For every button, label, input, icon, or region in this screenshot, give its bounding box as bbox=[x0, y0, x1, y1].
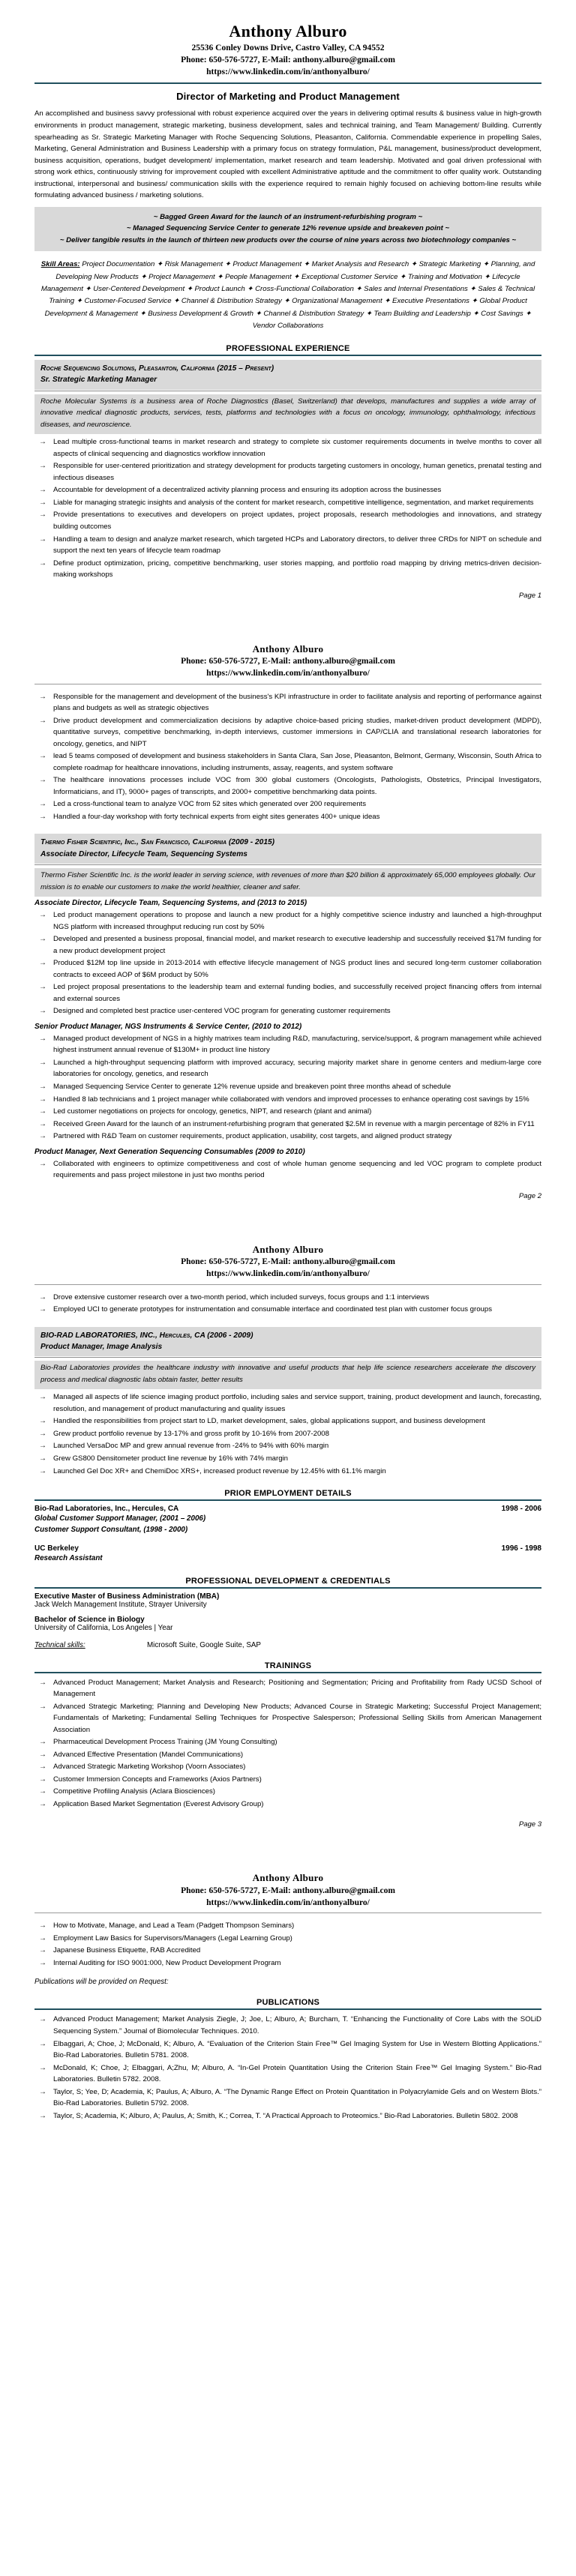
bullet-text: lead 5 teams composed of development and business stakeholders in Santa Clara, San Jose, Pleasanton, Belmont, Germany, Wisconsin, South Africa to complete roadmap for healthcare innovations, including instruments, assay, reagents, and system software bbox=[53, 752, 542, 772]
arrow-icon: → bbox=[39, 1454, 46, 1463]
prior-company: UC Berkeley bbox=[34, 1544, 79, 1553]
arrow-icon: → bbox=[39, 983, 46, 992]
candidate-linkedin[interactable]: https://www.linkedin.com/in/anthonyalburo/ bbox=[206, 1269, 370, 1279]
degree-title: Bachelor of Science in Biology bbox=[34, 1615, 145, 1624]
bullet-item bbox=[34, 1957, 542, 1969]
bullet-item bbox=[34, 1428, 542, 1440]
arrow-icon: → bbox=[39, 1429, 46, 1438]
subrole-title-thermo-2: Senior Product Manager, NGS Instruments & Service Center, (2010 to 2012) bbox=[34, 1022, 302, 1031]
arrow-icon: → bbox=[39, 1107, 46, 1116]
bullet-text: Liable for managing strategic insights and analysis of the content for market research, competitive intelligence, segmentation, and market requirements bbox=[53, 498, 534, 507]
bullet-text: Advanced Strategic Marketing Workshop (Voorn Associates) bbox=[53, 1763, 246, 1772]
page-title: Director of Marketing and Product Management bbox=[176, 91, 400, 103]
bullet-item bbox=[34, 798, 542, 810]
bullet-text: Advanced Strategic Marketing; Planning and Developing New Products; Advanced Course in Strategic Marketing; Successful Project Management; Fundamentals of Marketing; Fundamental Selling Techniques for Prospective Salesperson; Professional Selling Skills from American Management Association bbox=[53, 1702, 542, 1734]
arrow-icon: → bbox=[39, 1119, 46, 1128]
arrow-icon: → bbox=[39, 1132, 46, 1141]
candidate-contact: Phone: 650-576-5727, E-Mail: anthony.alburo@gmail.com bbox=[181, 55, 395, 64]
arrow-icon: → bbox=[39, 716, 46, 725]
prior-employment-entry bbox=[34, 1544, 542, 1564]
document-header-2 bbox=[34, 643, 542, 680]
bullet-item bbox=[34, 2014, 542, 2037]
bullet-item bbox=[34, 715, 542, 750]
bullet-text: Designed and completed best practice user-centered VOC program for generating customer requirements bbox=[53, 1007, 391, 1016]
bullet-text: Received Green Award for the launch of an instrument-refurbishing program that generated $2.5M in revenue with a margin percentage of 82% in FY11 bbox=[53, 1119, 535, 1128]
arrow-icon: → bbox=[39, 1034, 46, 1043]
bullet-item bbox=[34, 774, 542, 798]
publication-text: Taylor, S; Academia, K; Alburo, A; Paulus, A; Smith, K.; Correa, T. “A Practical Approach to Proteomics.” Bio-Rad Laboratories. Bulletin 5802. 2008 bbox=[53, 2111, 518, 2120]
trainings-list-page3 bbox=[34, 1677, 542, 1811]
job-bullets-roche-page1 bbox=[34, 436, 542, 580]
section-divider-credentials bbox=[34, 1587, 542, 1589]
arrow-icon: → bbox=[39, 2039, 46, 2048]
bullet-text: Drive product development and commercialization decisions by adaptive choice-based pricing studies, market-driven product development (MDPD), quantitative surveys, competitive benchmarking, in-depth interviews, customer immersions in CAP/CLIA and translational research laboratories for oncology, genetics, and NIPT bbox=[53, 716, 542, 748]
bullet-item bbox=[34, 460, 542, 484]
page-number-3: Page 3 bbox=[518, 1820, 542, 1829]
bullet-text: Accountable for development of a decentralized activity planning process and ensuring its adoption across the businesses bbox=[53, 486, 442, 495]
prior-company: Bio-Rad Laboratories, Inc., Hercules, CA bbox=[34, 1505, 179, 1514]
bullet-item bbox=[34, 1033, 542, 1056]
arrow-icon: → bbox=[39, 1775, 46, 1784]
arrow-icon: → bbox=[39, 1738, 46, 1747]
section-divider-publications bbox=[34, 2008, 542, 2010]
bullet-item bbox=[34, 2110, 542, 2122]
bullet-item bbox=[34, 1677, 542, 1700]
job-bullets-roche-page2 bbox=[34, 691, 542, 823]
candidate-linkedin[interactable]: https://www.linkedin.com/in/anthonyalburo/ bbox=[206, 67, 370, 77]
bullet-text: Developed and presented a business proposal, financial model, and market research to executive leadership and successfully received $17M funding for a new product development project bbox=[53, 935, 542, 955]
arrow-icon: → bbox=[39, 1678, 46, 1687]
job-company-roche: Roche Sequencing Solutions, Pleasanton, California (2015 – Present) bbox=[40, 364, 274, 373]
section-title-credentials: PROFESSIONAL DEVELOPMENT & CREDENTIALS bbox=[185, 1576, 391, 1586]
bullet-item bbox=[34, 981, 542, 1005]
subrole-title-thermo-1: Associate Director, Lifecycle Team, Sequencing Systems, and (2013 to 2015) bbox=[34, 899, 308, 908]
bullet-text: Responsible for user-centered prioritization and strategy development for products targeting customers in oncology, human genetics, prenatal testing and infectious diseases bbox=[53, 462, 542, 482]
bullet-item bbox=[34, 1920, 542, 1932]
technical-skills-value: Microsoft Suite, Google Suite, SAP bbox=[147, 1640, 261, 1649]
degree-school: University of California, Los Angeles | Year bbox=[34, 1623, 173, 1632]
page-number-2: Page 2 bbox=[518, 1191, 542, 1200]
bullet-item bbox=[34, 534, 542, 557]
arrow-icon: → bbox=[39, 462, 46, 471]
professional-summary: An accomplished and business savvy professional with robust experience acquired over the years in delivering optimal results & business value in high-growth environments in product management, strategic marketing, business development, sales and technical training, and Team Management/ Building. Currently spearheading as Sr. Strategic Marketing Manager with Roche Sequencing Solutions, Pleasanton, California. Commendable experience in propelling Sales, Marketing, General Administration and Business Leadership with a primary focus on strategy formulation, P&L management, business/product development, business acquisition, operations, budget development/ implementation, market research and team leadership. Motivated and goal driven professional with strong work ethics, continuously striving for improvement coupled with excellent Administrative aptitude and the commitment to offer quality work. Outstanding instructional, interpersonal and business/ communication skills with the experience required to remain highly focused on achieving bottom-line results while formulating advanced business / marketing solutions. bbox=[34, 109, 542, 200]
section-title-publications: PUBLICATIONS bbox=[256, 1998, 320, 2008]
bullet-item bbox=[34, 1292, 542, 1304]
degree-school: Jack Welch Management Institute, Strayer University bbox=[34, 1600, 207, 1609]
job-role-thermo: Associate Director, Lifecycle Team, Sequencing Systems bbox=[40, 849, 248, 858]
job-header-thermo bbox=[34, 834, 542, 864]
arrow-icon: → bbox=[39, 1159, 46, 1168]
bullet-text: Produced $12M top line upside in 2013-2014 with effective lifecycle management of NGS product lines and secured long-term customer collaboration contracts to exceed AOP of $6M product by 50% bbox=[53, 959, 542, 979]
bullet-text: Drove extensive customer research over a two-month period, which included surveys, focus groups and 1:1 interviews bbox=[53, 1292, 430, 1301]
bullet-text: Lead multiple cross-functional teams in market research and strategy to complete six customer requirements documents in twelve months to cover all aspects of clinical sequencing and diagnostics workflow innovation bbox=[53, 438, 542, 458]
publication-text: Advanced Product Management; Market Analysis Ziegle, J; Joe, L; Alburo, A; Burcham, T. “Enhancing the Functionality of Core Labs with the SOLiD Sequencing System.” Journal of Biomolecular Techniques. 2010. bbox=[53, 2015, 542, 2035]
arrow-icon: → bbox=[39, 535, 46, 544]
bullet-item bbox=[34, 1761, 542, 1773]
bullet-item bbox=[34, 933, 542, 957]
arrow-icon: → bbox=[39, 1292, 46, 1301]
arrow-icon: → bbox=[39, 1958, 46, 1967]
bullet-item bbox=[34, 1933, 542, 1945]
arrow-icon: → bbox=[39, 1787, 46, 1796]
job-header-biorad bbox=[34, 1327, 542, 1357]
candidate-name: Anthony Alburo bbox=[252, 1872, 324, 1884]
bullet-text: Responsible for the management and development of the business's KPI infrastructure in order to facilitate analysis and reporting of performance against plans and budgets as well as strategic objectives bbox=[53, 692, 542, 713]
bullet-item bbox=[34, 1736, 542, 1748]
candidate-name: Anthony Alburo bbox=[229, 22, 347, 40]
skill-areas-list: Project Documentation ✦ Risk Management ✦ Product Management ✦ Market Analysis and Research ✦ Strategic Marketing ✦ Planning, and Developing New Products ✦ Project Management ✦ People Management ✦ Exceptional Customer Service ✦ Training and Motivation ✦ Lifecycle Management ✦ User-Centered Development ✦ Product Launch ✦ Cross-Functional Collaboration ✦ Sales and Internal Presentations ✦ Sales & Technical Training ✦ Customer-Focused Service ✦ Channel & Distribution Strategy ✦ Organizational Management ✦ Executive Presentations ✦ Global Product Development & Management ✦ Business Development & Growth ✦ Channel & Distribution Strategy ✦ Team Building and Leadership ✦ Cost Savings ✦ Vendor Collaborations bbox=[40, 260, 536, 330]
highlight-item-2: ~ Managed Sequencing Service Center to generate 12% revenue upside and breakeven point ~ bbox=[126, 224, 450, 233]
job-company-biorad: BIO-RAD LABORATORIES, INC., Hercules, CA (2006 - 2009) bbox=[40, 1331, 254, 1340]
bullet-text: Led project proposal presentations to the leadership team and external funding bodies, and successfully received project financing offers from internal and external sources bbox=[53, 983, 542, 1003]
prior-role: Global Customer Support Manager, (2001 – 2006) bbox=[34, 1514, 206, 1523]
arrow-icon: → bbox=[39, 498, 46, 507]
resume-page-4 bbox=[0, 1872, 576, 2145]
bullet-item bbox=[34, 497, 542, 509]
arrow-icon: → bbox=[39, 438, 46, 447]
arrow-icon: → bbox=[39, 2063, 46, 2072]
bullet-item bbox=[34, 1158, 542, 1182]
resume-page-1 bbox=[0, 0, 576, 600]
bullet-text: Handled 8 lab technicians and 1 project manager while collaborated with vendors and improved processes to enhance operating cost savings by 15% bbox=[53, 1095, 530, 1104]
highlight-item-1: ~ Bagged Green Award for the launch of an instrument-refurbishing program ~ bbox=[153, 212, 423, 221]
bullet-text: Competitive Profiling Analysis (Aclara Biosciences) bbox=[53, 1787, 215, 1796]
bullet-text: How to Motivate, Manage, and Lead a Team (Padgett Thompson Seminars) bbox=[53, 1922, 295, 1931]
job-description-roche: Roche Molecular Systems is a business area of Roche Diagnostics (Basel, Switzerland) that develops, manufactures and supplies a wide array of innovative medical diagnostic products, services, tests, platforms and technologies with a focus on oncology, immunology, ophthalmology, infectious diseases, and neuroscience. bbox=[34, 394, 542, 435]
bullet-text: Launched a high-throughput sequencing platform with improved accuracy, securing majority market share in genome centers and medium-large core laboratories for oncology, genetics, and research bbox=[53, 1058, 542, 1079]
header-divider bbox=[34, 82, 542, 84]
bullet-item bbox=[34, 1945, 542, 1957]
candidate-contact: Phone: 650-576-5727, E-Mail: anthony.alburo@gmail.com bbox=[181, 1886, 395, 1895]
arrow-icon: → bbox=[39, 1007, 46, 1016]
job-role-biorad: Product Manager, Image Analysis bbox=[40, 1342, 163, 1351]
career-highlights bbox=[34, 207, 542, 252]
bullet-text: Japanese Business Etiquette, RAB Accredited bbox=[53, 1946, 201, 1955]
section-title-prior: PRIOR EMPLOYMENT DETAILS bbox=[224, 1489, 352, 1499]
arrow-icon: → bbox=[39, 1095, 46, 1104]
bullet-text: Partnered with R&D Team on customer requirements, product application, usability, cost targets, and aligned product strategy bbox=[53, 1132, 452, 1141]
highlight-item-3: ~ Deliver tangible results in the launch of thirteen new products over the course of nine years across two biotechnology companies ~ bbox=[59, 235, 517, 244]
bullet-text: Application Based Market Segmentation (Everest Advisory Group) bbox=[53, 1799, 264, 1808]
bullet-text: Handled the responsibilities from project start to LD, market development, sales, global applications support, and business development bbox=[53, 1417, 485, 1426]
bullet-item bbox=[34, 2038, 542, 2062]
bullet-text: The healthcare innovations processes include VOC from 300 global customers (Oncologists, Pathologists, Obstetrics, Principal Investigators, Informaticians, and IT), 9000+ pages of transcripts, and 2000+ competitive benchmarking data points. bbox=[53, 776, 542, 796]
arrow-icon: → bbox=[39, 752, 46, 761]
technical-skills-label: Technical skills: bbox=[34, 1640, 86, 1649]
bullet-item bbox=[34, 1440, 542, 1452]
publications-note: Publications will be provided on Request: bbox=[34, 1978, 169, 1987]
bullet-text: Employment Law Basics for Supervisors/Managers (Legal Learning Group) bbox=[53, 1933, 292, 1942]
arrow-icon: → bbox=[39, 1933, 46, 1942]
arrow-icon: → bbox=[39, 800, 46, 809]
bullet-text: Handling a team to design and analyze market research, which targeted HCPs and Laboratory directors, to deliver three CRDs for NIPT on schedule and support the next ten years of lifecycle team roadmap bbox=[53, 535, 542, 556]
bullet-item bbox=[34, 1774, 542, 1786]
trainings-list-page4 bbox=[34, 1920, 542, 1969]
bullet-text: Advanced Effective Presentation (Mandel Communications) bbox=[53, 1750, 244, 1759]
arrow-icon: → bbox=[39, 559, 46, 568]
job-bullets-thermo-3-page2 bbox=[34, 1158, 542, 1182]
bullet-item bbox=[34, 1453, 542, 1465]
candidate-name: Anthony Alburo bbox=[252, 1243, 324, 1255]
arrow-icon: → bbox=[39, 1393, 46, 1402]
section-title-trainings: TRAININGS bbox=[264, 1661, 312, 1670]
arrow-icon: → bbox=[39, 692, 46, 701]
header-divider-3 bbox=[34, 1284, 542, 1285]
arrow-icon: → bbox=[39, 935, 46, 944]
arrow-icon: → bbox=[39, 1082, 46, 1091]
bullet-text: Employed UCI to generate prototypes for instrumentation and consumable interface and coordinated test plan with customer focus groups bbox=[53, 1305, 493, 1314]
skill-areas bbox=[34, 259, 542, 332]
technical-skills-row bbox=[34, 1641, 542, 1649]
publication-text: McDonald, K; Choe, J; Elbaggari, A;Zhu, M; Alburo, A. “In-Gel Protein Quantitation Using the Criterion Stain Free™ Gel Imaging System.” Bio-Rad Laboratories. Bulletin 5782. 2008. bbox=[53, 2063, 542, 2084]
bullet-item bbox=[34, 811, 542, 823]
page-gap-2 bbox=[0, 1200, 576, 1244]
arrow-icon: → bbox=[39, 1305, 46, 1314]
bullet-text: Managed Sequencing Service Center to generate 12% revenue upside and breakeven point three months ahead of schedule bbox=[53, 1082, 452, 1091]
bullet-item bbox=[34, 1786, 542, 1798]
arrow-icon: → bbox=[39, 2087, 46, 2096]
prior-employment-entry bbox=[34, 1505, 542, 1535]
prior-role: Research Assistant bbox=[34, 1554, 103, 1563]
job-bullets-thermo-1 bbox=[34, 909, 542, 1017]
bullet-item bbox=[34, 1005, 542, 1017]
resume-page-2 bbox=[0, 643, 576, 1200]
bullet-item bbox=[34, 1304, 542, 1316]
subrole-title-thermo-3: Product Manager, Next Generation Sequencing Consumables (2009 to 2010) bbox=[34, 1147, 305, 1156]
arrow-icon: → bbox=[39, 911, 46, 920]
arrow-icon: → bbox=[39, 812, 46, 821]
section-divider-trainings bbox=[34, 1672, 542, 1673]
bullet-text: Launched VersaDoc MP and grew annual revenue from -24% to 94% with 60% margin bbox=[53, 1442, 329, 1451]
prior-years: 1998 - 2006 bbox=[501, 1505, 542, 1514]
bullet-item bbox=[34, 484, 542, 496]
candidate-address: 25536 Conley Downs Drive, Castro Valley, CA 94552 bbox=[191, 43, 385, 52]
bullet-text: Collaborated with engineers to optimize competitiveness and cost of whole human genome sequencing and led VOC program to complete product requirements and pass project milestone in just two months period bbox=[53, 1159, 542, 1180]
arrow-icon: → bbox=[39, 1750, 46, 1759]
bullet-item bbox=[34, 2086, 542, 2110]
degree-title: Executive Master of Business Administration (MBA) bbox=[34, 1592, 220, 1601]
bullet-text: Managed product development of NGS in a highly matrixes team including R&D, manufacturing, service/support, & program management while achieved highest instrument annual revenue of $130M+ in product line history bbox=[53, 1034, 542, 1055]
document-header-3 bbox=[34, 1244, 542, 1281]
bullet-item bbox=[34, 1749, 542, 1761]
bullet-item bbox=[34, 1106, 542, 1118]
bullet-item bbox=[34, 1131, 542, 1143]
arrow-icon: → bbox=[39, 959, 46, 968]
bullet-item bbox=[34, 909, 542, 933]
arrow-icon: → bbox=[39, 1466, 46, 1475]
candidate-linkedin[interactable]: https://www.linkedin.com/in/anthonyalburo/ bbox=[206, 1898, 370, 1907]
job-description-thermo: Thermo Fisher Scientific Inc. is the world leader in serving science, with revenues of more than $20 billion & approximately 65,000 employees globally. Our mission is to enable our customers to make the world healthier, cleaner and safer. bbox=[34, 868, 542, 897]
arrow-icon: → bbox=[39, 2111, 46, 2120]
publications-list bbox=[34, 2014, 542, 2122]
skill-areas-label: Skill Areas: bbox=[40, 260, 80, 269]
job-header-roche bbox=[34, 360, 542, 390]
job-description-biorad: Bio-Rad Laboratories provides the healthcare industry with innovative and useful products that help life science researchers accelerate the discovery process and medical diagnostic labs obtain faster, better results bbox=[34, 1361, 542, 1389]
arrow-icon: → bbox=[39, 1946, 46, 1955]
arrow-icon: → bbox=[39, 486, 46, 495]
arrow-icon: → bbox=[39, 2015, 46, 2024]
job-role-roche: Sr. Strategic Marketing Manager bbox=[40, 376, 158, 385]
candidate-name: Anthony Alburo bbox=[252, 643, 324, 654]
bullet-text: Customer Immersion Concepts and Frameworks (Axios Partners) bbox=[53, 1775, 262, 1784]
bullet-item bbox=[34, 1094, 542, 1106]
bullet-text: Internal Auditing for ISO 9001:000, New Product Development Program bbox=[53, 1958, 281, 1967]
bullet-item bbox=[34, 750, 542, 774]
prior-role: Customer Support Consultant, (1998 - 2000) bbox=[34, 1526, 188, 1535]
candidate-contact: Phone: 650-576-5727, E-Mail: anthony.alburo@gmail.com bbox=[181, 656, 395, 666]
job-company-thermo: Thermo Fisher Scientific, Inc., San Francisco, California (2009 - 2015) bbox=[40, 838, 275, 847]
bullet-item bbox=[34, 957, 542, 981]
prior-years: 1996 - 1998 bbox=[501, 1544, 542, 1553]
job-divider-thermo bbox=[34, 864, 542, 865]
bullet-text: Managed all aspects of life science imaging product portfolio, including sales and service support, training, product development and launch, forecasting, resolution, and management of product manufacturing and quality issues bbox=[53, 1393, 542, 1413]
bullet-text: Advanced Product Management; Market Analysis and Research; Positioning and Segmentation; Pricing and Profitability from Rady UCSD School of Management bbox=[53, 1678, 542, 1699]
bullet-item bbox=[34, 1391, 542, 1415]
bullet-item bbox=[34, 1701, 542, 1736]
section-divider-prior bbox=[34, 1499, 542, 1501]
publication-text: Taylor, S; Yee, D; Academia, K; Paulus, A; Alburo, A. “The Dynamic Range Effect on Protein Quantitation in Polyacrylamide Gels and on Western Blots.” Bio-Rad Laboratories. Bulletin 5792. 2008. bbox=[53, 2087, 542, 2108]
page-gap-1 bbox=[0, 600, 576, 643]
bullet-text: Led product management operations to propose and launch a new product for a highly competitive science industry and launched a high-throughput NGS platform with increased throughput reducing run cost by 50% bbox=[53, 911, 542, 931]
arrow-icon: → bbox=[39, 1799, 46, 1808]
arrow-icon: → bbox=[39, 1922, 46, 1931]
job-bullets-biorad bbox=[34, 1391, 542, 1477]
arrow-icon: → bbox=[39, 511, 46, 520]
bullet-item bbox=[34, 1081, 542, 1093]
bullet-item bbox=[34, 1799, 542, 1811]
publication-text: Elbaggari, A; Choe, J; McDonald, K; Alburo, A. “Evaluation of the Criterion Stain Free™ Gel Imaging System for Use in Western Blotting Applications.” Bio-Rad Laboratories. Bulletin 5781. 2008. bbox=[53, 2039, 542, 2060]
document-header bbox=[34, 21, 542, 78]
bullet-text: Define product optimization, pricing, competitive benchmarking, user stories mapping, and portfolio road mapping by driving metrics-driven decision-making workshops bbox=[53, 559, 542, 580]
section-divider-experience bbox=[34, 355, 542, 356]
page-gap-3 bbox=[0, 1829, 576, 1872]
candidate-linkedin[interactable]: https://www.linkedin.com/in/anthonyalburo/ bbox=[206, 669, 370, 678]
resume-page-3 bbox=[0, 1244, 576, 1829]
bullet-item bbox=[34, 1466, 542, 1478]
arrow-icon: → bbox=[39, 776, 46, 785]
bullet-text: Led a cross-functional team to analyze VOC from 52 sites which generated over 200 requirements bbox=[53, 800, 367, 809]
bullet-item bbox=[34, 1119, 542, 1131]
bullet-text: Pharmaceutical Development Process Training (JM Young Consulting) bbox=[53, 1738, 278, 1747]
bullet-item bbox=[34, 1057, 542, 1080]
bullet-text: Grew product portfolio revenue by 13-17% and gross profit by 10-16% from 2007-2008 bbox=[53, 1429, 329, 1438]
job-bullets-thermo-3-page3 bbox=[34, 1292, 542, 1316]
bullet-text: Launched Gel Doc XR+ and ChemiDoc XRS+, increased product revenue by 12.45% with 61.1% margin bbox=[53, 1466, 386, 1475]
bullet-text: Led customer negotiations on projects for oncology, genetics, NIPT, and research (plant and animal) bbox=[53, 1107, 372, 1116]
bullet-item bbox=[34, 691, 542, 714]
bullet-text: Grew GS800 Densitometer product line revenue by 16% with 74% margin bbox=[53, 1454, 289, 1463]
arrow-icon: → bbox=[39, 1702, 46, 1711]
job-bullets-thermo-2 bbox=[34, 1033, 542, 1143]
bullet-item bbox=[34, 1415, 542, 1427]
section-title-experience: PROFESSIONAL EXPERIENCE bbox=[226, 344, 350, 354]
document-header-4 bbox=[34, 1872, 542, 1909]
arrow-icon: → bbox=[39, 1763, 46, 1772]
arrow-icon: → bbox=[39, 1417, 46, 1426]
bullet-item bbox=[34, 558, 542, 581]
bullet-text: Provide presentations to executives and developers on project updates, project proposals, research methodologies and innovations, and strategy building outcomes bbox=[53, 511, 542, 532]
bullet-item bbox=[34, 436, 542, 460]
arrow-icon: → bbox=[39, 1442, 46, 1451]
bullet-item bbox=[34, 509, 542, 532]
bullet-text: Handled a four-day workshop with forty technical experts from eight sites generates 400+ unique ideas bbox=[53, 812, 380, 821]
bullet-item bbox=[34, 2062, 542, 2086]
page-number-1: Page 1 bbox=[518, 591, 542, 600]
arrow-icon: → bbox=[39, 1058, 46, 1067]
job-divider-biorad bbox=[34, 1357, 542, 1358]
candidate-contact: Phone: 650-576-5727, E-Mail: anthony.alburo@gmail.com bbox=[181, 1257, 395, 1266]
